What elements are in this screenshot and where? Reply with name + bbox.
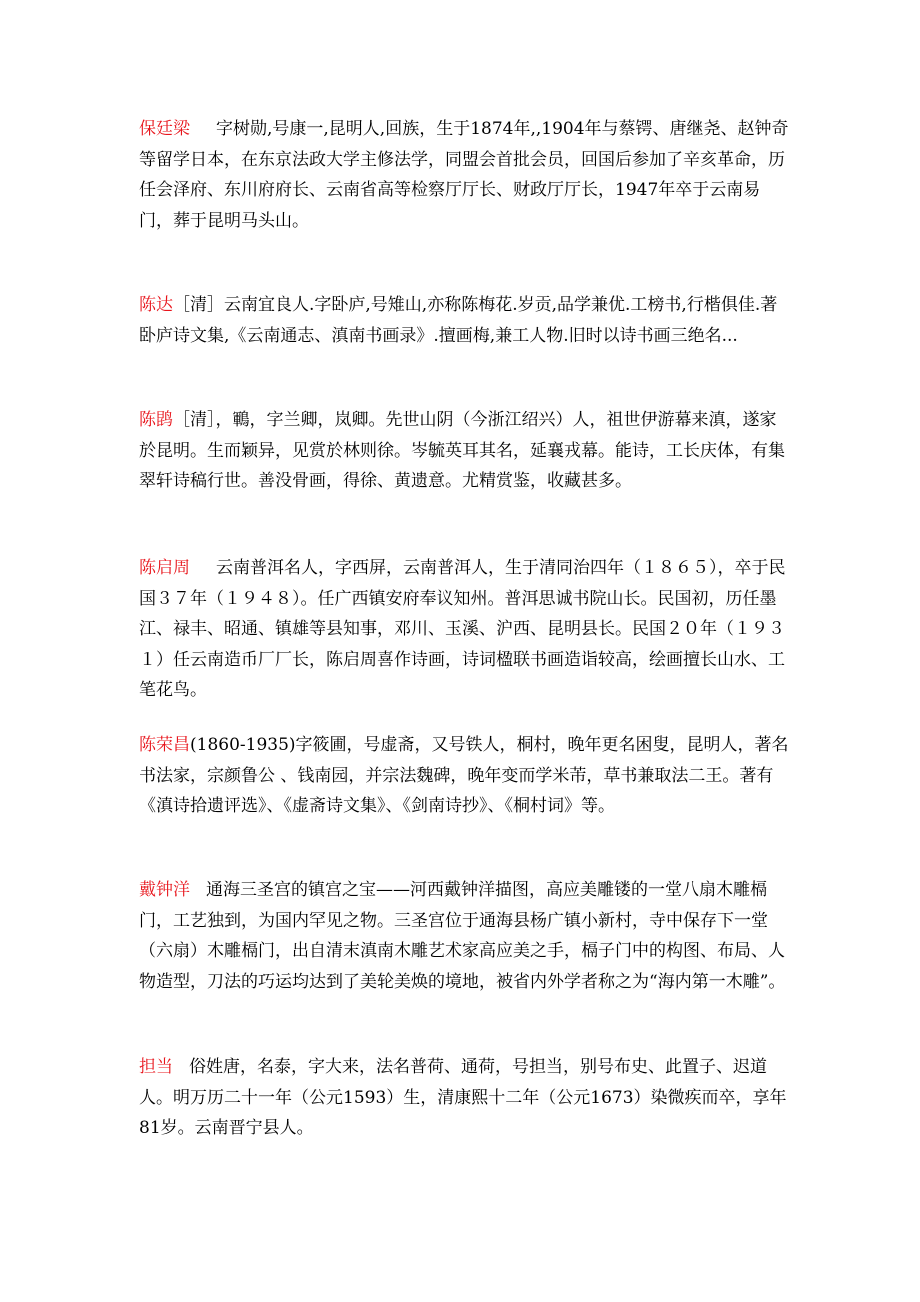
person-name: 保廷梁 [139,119,190,139]
biography-text: 云南普洱名人，字西屏，云南普洱人，生于清同治四年（１８６５），卒于民国３７年（１９４８）。任广西镇安府奉议知州。普洱思诚书院山长。民国初，历任墨江、禄丰、昭通、镇雄等县知事，邓川、玉溪、沪西、昆明县长。民国２０年（１９３１）任云南造币厂厂长，陈启周喜作诗画，诗词楹联书画造诣较高，绘画擅长山水、工笔花鸟。 [139,558,786,700]
person-name: 陈鹍 [139,410,173,430]
person-name: 陈达 [139,295,173,315]
biography-entry-chen-da [139,290,789,351]
biography-text: 字树勋,号康一,昆明人,回族，生于1874年,,1904年与蔡锷、唐继尧、赵钟奇等留学日本，在东京法政大学主修法学，同盟会首批会员，回国后参加了辛亥革命，历任会泽府、东川府府长、云南省高等检察厅厅长、财政厅厅长，1947年卒于云南易门，葬于昆明马头山。 [139,119,789,231]
person-name: 陈荣昌 [139,735,190,755]
biography-text: (1860-1935)字筱圃，号虚斋，又号铁人，桐村，晚年更名困叟，昆明人，著名书法家，宗颜鲁公 、钱南园，并宗法魏碑，晚年变而学米芾，草书兼取法二王。著有《滇诗拾遗评选》、《虚斋诗文集》、《剑南诗抄》、《桐村词》等。 [139,735,789,816]
person-name: 担当 [139,1057,173,1077]
biography-entry-chen-kun [139,405,789,497]
biography-text: ［清］，鶤，字兰卿，岚卿。先世山阴（今浙江绍兴）人，祖世伊游幕来滇，遂家於昆明。生而颖异，见赏於林则徐。岑毓英耳其名，延襄戎幕。能诗，工长庆体，有集翠轩诗稿行世。善没骨画，得徐、黄遗意。尤精赏鉴，收藏甚多。 [139,410,785,491]
biography-text: ［清］云南宜良人.字卧庐,号雉山,亦称陈梅花.岁贡,品学兼优.工榜书,行楷俱佳.著卧庐诗文集,《云南通志、滇南书画录》.擅画梅,兼工人物.旧时以诗书画三绝名... [139,295,778,346]
biography-text: 通海三圣宫的镇宫之宝——河西戴钟洋描图，高应美雕镂的一堂八扇木雕槅门，工艺独到，为国内罕见之物。三圣宫位于通海县杨广镇小新村，寺中保存下一堂（六扇）木雕槅门，出自清末滇南木雕艺术家高应美之手，槅子门中的构图、布局、人物造型，刀法的巧运均达到了美轮美焕的境地，被省内外学者称之为“海内第一木雕”。 [139,880,786,992]
biography-text: 俗姓唐，名泰，字大来，法名普荷、通荷，号担当，别号布史、此置子、迟道人。明万历二十一年（公元1593）生，清康熙十二年（公元1673）染微疾而卒，享年81岁。云南晋宁县人。 [139,1057,787,1138]
biography-entry-dan-dang [139,1052,789,1144]
biography-entry-dai-zhongyang [139,875,789,997]
person-name: 陈启周 [139,558,190,578]
biography-entry-chen-qizhou [139,553,789,706]
biography-entry-bao-tingliang [139,114,789,236]
person-name: 戴钟洋 [139,880,190,900]
biography-entry-chen-rongchang [139,730,789,822]
